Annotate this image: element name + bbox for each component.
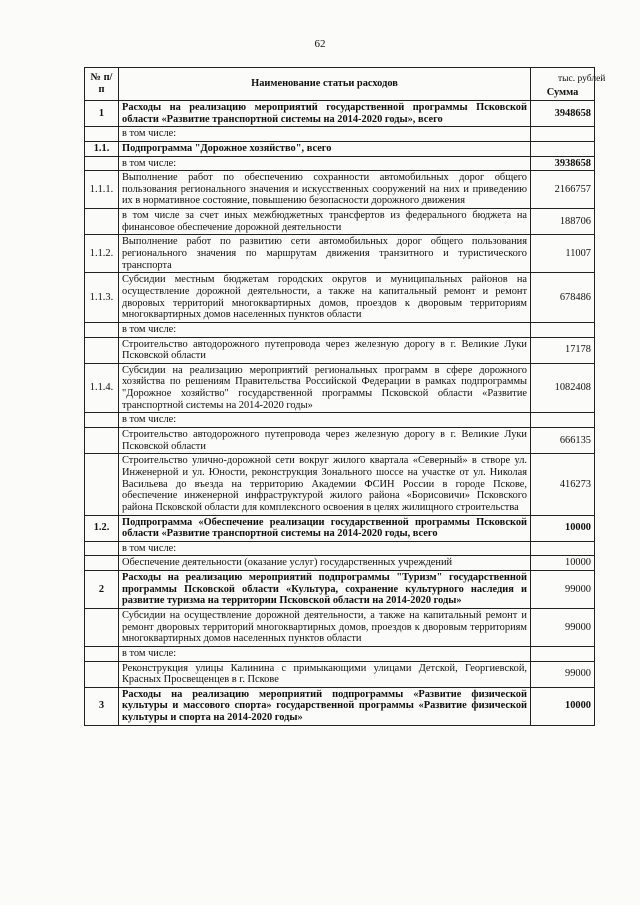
table-row: [85, 428, 595, 454]
row-num: 3: [85, 687, 119, 725]
row-num: [85, 337, 119, 363]
row-num: [85, 322, 119, 337]
row-name: Подпрограмма "Дорожное хозяйство", всего: [119, 141, 531, 156]
table-row: [85, 101, 595, 127]
table-row: [85, 646, 595, 661]
row-num: [85, 454, 119, 515]
table-row: [85, 209, 595, 235]
row-name: Расходы на реализацию мероприятий подпрограммы "Туризм" государственной программы Псковской области «Культура, сохранение культурного наследия и развитие туризма на территории Псковской области на 2014-2020 годы»: [119, 571, 531, 609]
row-name: Субсидии на реализацию мероприятий региональных программ в сфере дорожного хозяйства по решениям Правительства Российской Федерации в рамках подпрограммы "Дорожное хозяйство" государственной программы Псковской области «Развитие транспортной системы на 2014-2020 годы»: [119, 363, 531, 413]
row-num: [85, 127, 119, 142]
header-sum: Сумма: [531, 68, 595, 101]
row-num: 1: [85, 101, 119, 127]
row-name: Выполнение работ по развитию сети автомобильных дорог общего пользования регионального значения по маршрутам движения транзитного и туристического транспорта: [119, 235, 531, 273]
table-row: [85, 608, 595, 646]
row-name: в том числе:: [119, 413, 531, 428]
row-sum: [531, 322, 595, 337]
row-num: 1.2.: [85, 515, 119, 541]
row-num: [85, 541, 119, 556]
row-sum: 188706: [531, 209, 595, 235]
row-sum: [531, 141, 595, 156]
row-num: 1.1.4.: [85, 363, 119, 413]
table-row: [85, 454, 595, 515]
row-sum: 10000: [531, 687, 595, 725]
row-sum: 10000: [531, 515, 595, 541]
row-name: Субсидии местным бюджетам городских округов и муниципальных районов на осуществление дорожной деятельности, а также на капитальный ремонт и ремонт дворовых территорий многоквартирных домов, проездов к дворовым территориям многоквартирных домов населенных пунктов области: [119, 273, 531, 323]
row-name: в том числе за счет иных межбюджетных трансфертов из федерального бюджета на финансовое обеспечение дорожной деятельности: [119, 209, 531, 235]
header-name: Наименование статьи расходов: [119, 68, 531, 101]
row-num: 1.1.3.: [85, 273, 119, 323]
row-name: Строительство автодорожного путепровода через железную дорогу в г. Великие Луки Псковской области: [119, 428, 531, 454]
table-row: [85, 571, 595, 609]
table-row: [85, 687, 595, 725]
table-row: [85, 127, 595, 142]
table-row: [85, 661, 595, 687]
row-num: [85, 428, 119, 454]
row-name: Реконструкция улицы Калинина с примыкающими улицами Детской, Георгиевской, Красных Просвещенцев в г. Пскове: [119, 661, 531, 687]
row-num: [85, 608, 119, 646]
row-name: Выполнение работ по обеспечению сохранности автомобильных дорог общего пользования регионального значения и искусственных сооружений на них и приведению их в нормативное состояние, повышению безопасности дорожного движения: [119, 171, 531, 209]
row-sum: 10000: [531, 556, 595, 571]
row-sum: [531, 646, 595, 661]
row-sum: 3938658: [531, 156, 595, 171]
row-sum: 1082408: [531, 363, 595, 413]
row-name: Расходы на реализацию мероприятий подпрограммы «Развитие физической культуры и массового спорта» государственной программы «Развитие физической культуры и спорта на 2014-2020 годы»: [119, 687, 531, 725]
row-sum: 666135: [531, 428, 595, 454]
row-num: 1.1.1.: [85, 171, 119, 209]
table-row: [85, 556, 595, 571]
table-row: [85, 322, 595, 337]
row-sum: 416273: [531, 454, 595, 515]
row-name: Обеспечение деятельности (оказание услуг) государственных учреждений: [119, 556, 531, 571]
row-name: в том числе:: [119, 541, 531, 556]
row-num: [85, 156, 119, 171]
table-row: [85, 413, 595, 428]
table-row: [85, 141, 595, 156]
table-row: [85, 235, 595, 273]
row-sum: 11007: [531, 235, 595, 273]
row-sum: [531, 541, 595, 556]
table-row: [85, 171, 595, 209]
row-sum: 99000: [531, 608, 595, 646]
row-name: в том числе:: [119, 127, 531, 142]
row-sum: 3948658: [531, 101, 595, 127]
row-name: Строительство автодорожного путепровода через железную дорогу в г. Великие Луки Псковской области: [119, 337, 531, 363]
row-name: Строительство улично-дорожной сети вокруг жилого квартала «Северный» в створе ул. Инженерной и ул. Юности, реконструкция Зонального шоссе на участке от ул. Николая Васильева до въезда на территорию Академии ФСИН России в городе Пскове, обеспечение инженерной инфраструктурой жилого района «Борисовичи» Псковского района Псковской области для комплексного освоения в целях жилищного строительства: [119, 454, 531, 515]
table-row: [85, 541, 595, 556]
units-label: тыс. рублей: [558, 74, 606, 84]
row-num: [85, 661, 119, 687]
row-num: 2: [85, 571, 119, 609]
table-row: [85, 337, 595, 363]
row-num: 1.1.: [85, 141, 119, 156]
table-row: [85, 156, 595, 171]
row-sum: 678486: [531, 273, 595, 323]
table-row: [85, 273, 595, 323]
row-num: [85, 209, 119, 235]
row-name: Субсидии на осуществление дорожной деятельности, а также на капитальный ремонт и ремонт дворовых территорий многоквартирных домов, проездов к дворовым территориям многоквартирных домов населенных пунктов области: [119, 608, 531, 646]
row-sum: 99000: [531, 571, 595, 609]
row-name: в том числе:: [119, 646, 531, 661]
page-number: 62: [314, 38, 326, 50]
row-name: в том числе:: [119, 156, 531, 171]
row-name: Подпрограмма «Обеспечение реализации государственной программы Псковской области «Развитие транспортной системы на 2014-2020 годы, всего: [119, 515, 531, 541]
row-sum: [531, 127, 595, 142]
row-num: [85, 556, 119, 571]
table-row: [85, 363, 595, 413]
row-sum: 99000: [531, 661, 595, 687]
header-num: № п/п: [85, 68, 119, 101]
row-name: Расходы на реализацию мероприятий государственной программы Псковской области «Развитие транспортной системы на 2014-2020 годы», всего: [119, 101, 531, 127]
row-num: 1.1.2.: [85, 235, 119, 273]
row-sum: 2166757: [531, 171, 595, 209]
row-sum: 17178: [531, 337, 595, 363]
table-row: [85, 515, 595, 541]
row-name: в том числе:: [119, 322, 531, 337]
row-num: [85, 646, 119, 661]
row-num: [85, 413, 119, 428]
expenses-table: [84, 67, 595, 726]
row-sum: [531, 413, 595, 428]
